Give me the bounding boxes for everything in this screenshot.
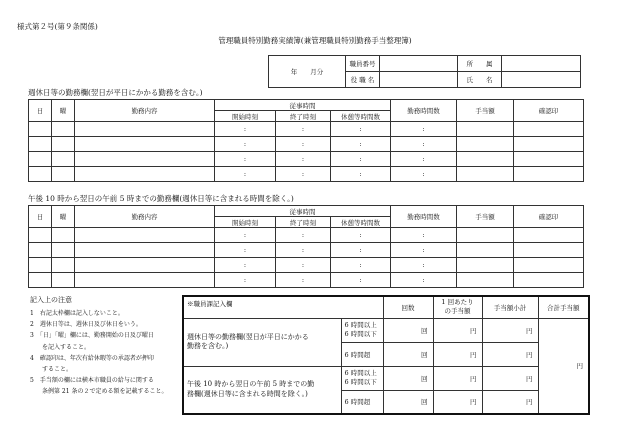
col-amount: 手当額 [457, 206, 514, 228]
total-amount[interactable]: 円 [538, 318, 589, 414]
col-start: 開始時刻 [215, 111, 276, 122]
page-title: 管理職員特別勤務実績簿(兼管理職員特別勤務手当整理簿) [218, 36, 412, 45]
col-hours: 勤務時間数 [391, 100, 457, 122]
col-subtotal: 手当額小計 [482, 296, 538, 318]
row2-label: 午後 10 時から翌日の午前 5 時までの勤 務欄(週休日等に含まれる時間を除く。) [183, 366, 341, 414]
table-row[interactable]: : : : : [29, 228, 584, 243]
row1-count[interactable]: 回 [383, 318, 433, 342]
staff-no-label: 職員番号 [346, 56, 380, 72]
col-rest: 休憩等時間数 [331, 217, 391, 228]
col-end: 終了時刻 [276, 111, 331, 122]
table-row[interactable]: : : : : [29, 273, 584, 288]
col-worktime: 従事時間 [215, 100, 391, 111]
row2b-subtotal[interactable]: 円 [482, 390, 538, 414]
position-field[interactable] [380, 72, 458, 88]
name-field[interactable] [502, 72, 581, 88]
table-row[interactable]: : : : : [29, 243, 584, 258]
col-total: 合計手当額 [538, 296, 589, 318]
col-start: 開始時刻 [215, 217, 276, 228]
col-weekday: 曜 [52, 100, 75, 122]
header-table [268, 55, 581, 88]
note-item: 2 週休日等は、週休日及び休日をいう。 [30, 321, 142, 329]
row1b-count[interactable]: 回 [383, 342, 433, 366]
note-item: 1 右記太枠欄は記入しないこと。 [30, 310, 124, 317]
year-month[interactable]: 年 月分 [269, 56, 346, 88]
clerk-header: ※職員課記入欄 [183, 296, 383, 318]
row2-under6: 6 時間超 [341, 390, 383, 414]
table-row[interactable]: : : : : [29, 167, 584, 182]
section2-title: 午後 10 時から翌日の午前 5 時までの勤務欄(週休日等に含まれる時間を除く。) [28, 194, 294, 203]
col-check: 確認印 [514, 206, 584, 228]
row2-over6: 6 時間以上 6 時間以下 [341, 366, 383, 390]
col-amount: 手当額 [457, 100, 514, 122]
table-row[interactable]: : : : : [29, 137, 584, 152]
col-count: 回数 [383, 296, 433, 318]
table-row[interactable]: : : : : [29, 152, 584, 167]
name-label: 氏 名 [458, 72, 502, 88]
row1b-per-time[interactable]: 円 [433, 342, 482, 366]
position-label: 役 職 名 [346, 72, 380, 88]
row1-under6: 6 時間超 [341, 342, 383, 366]
row1-subtotal[interactable]: 円 [482, 318, 538, 342]
col-content: 勤務内容 [75, 100, 215, 122]
row2b-per-time[interactable]: 円 [433, 390, 482, 414]
col-rest: 休憩等時間数 [331, 111, 391, 122]
note-item: 5 手当額の欄には横本市職員の給与に関する [30, 377, 154, 385]
dept-field[interactable] [502, 56, 581, 72]
col-per-time: 1 回あたり の手当額 [433, 296, 482, 318]
note-item: 3 「日」「曜」欄には、勤務開始の日及び曜日 [30, 332, 154, 340]
table-row[interactable]: : : : : [29, 258, 584, 273]
note-item: を記入すること。 [30, 343, 91, 351]
section1-title: 週休日等の勤務欄(翌日が平日にかかる勤務を含む。) [28, 88, 203, 97]
clerk-table [182, 295, 590, 415]
notes-list [30, 308, 167, 398]
col-weekday: 曜 [52, 206, 75, 228]
row1-label: 週休日等の勤務欄(翌日が平日にかかる 勤務を含む。) [183, 318, 341, 366]
dept-label: 所 属 [458, 56, 502, 72]
row1b-subtotal[interactable]: 円 [482, 342, 538, 366]
col-end: 終了時刻 [276, 217, 331, 228]
night-work-table [28, 205, 584, 288]
table-row[interactable]: : : : : [29, 122, 584, 137]
col-hours: 勤務時間数 [391, 206, 457, 228]
note-item: 条例第 21 条の２で定める額を記載すること。 [30, 388, 168, 396]
col-check: 確認印 [514, 100, 584, 122]
notes-title: 記入上の注意 [30, 296, 72, 304]
row2-per-time[interactable]: 円 [433, 366, 482, 390]
form-id: 様式第２号(第９条関係) [17, 22, 98, 31]
row1-per-time[interactable]: 円 [433, 318, 482, 342]
col-content: 勤務内容 [75, 206, 215, 228]
row1-over6: 6 時間以上 6 時間以下 [341, 318, 383, 342]
row2b-count[interactable]: 回 [383, 390, 433, 414]
col-day: 日 [29, 206, 52, 228]
note-item: 4 確認印は、年次有給休暇等の承認者が押印 [30, 354, 154, 362]
staff-no-field[interactable] [380, 56, 458, 72]
row2-subtotal[interactable]: 円 [482, 366, 538, 390]
note-item: すること。 [30, 366, 73, 374]
col-worktime: 従事時間 [215, 206, 391, 217]
holiday-work-table [28, 99, 584, 182]
col-day: 日 [29, 100, 52, 122]
row2-count[interactable]: 回 [383, 366, 433, 390]
